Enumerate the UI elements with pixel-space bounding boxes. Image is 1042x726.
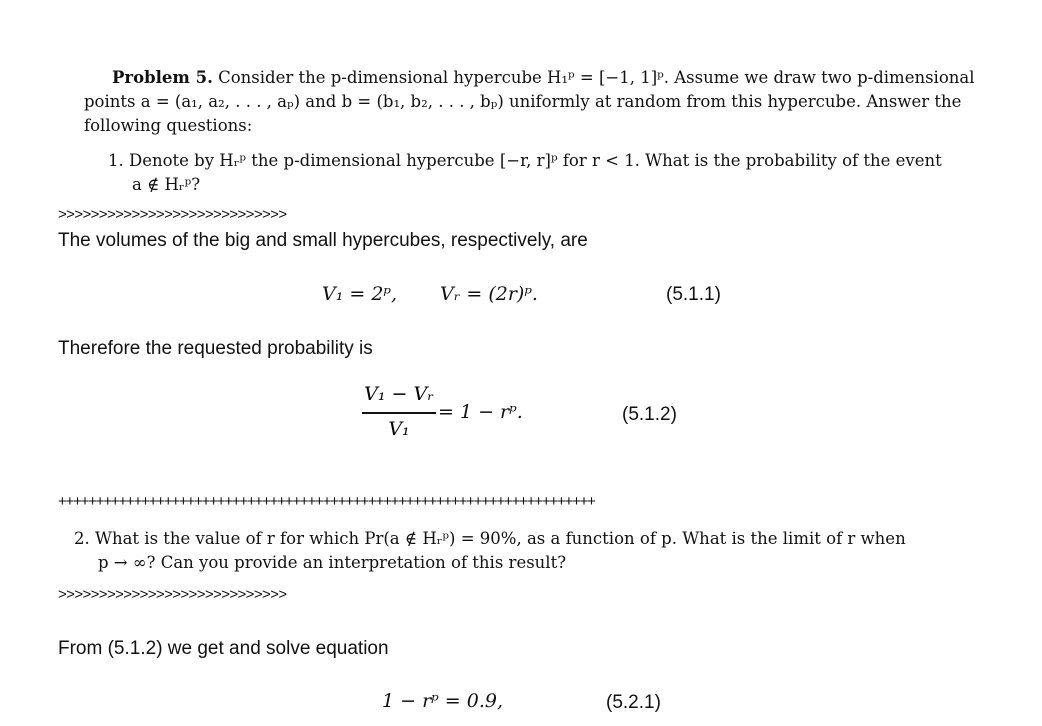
question-2-line-2: p → ∞? Can you provide an interpretation of this result? <box>98 553 567 572</box>
problem-paragraph <box>84 66 975 138</box>
equation-5-2-1: 1 − rᵖ = 0.9, <box>382 690 504 712</box>
equation-5-1-2-numerator: V₁ − Vᵣ <box>364 383 434 405</box>
equation-5-1-2-fraction-bar <box>362 412 436 414</box>
answer-1-text-2: Therefore the requested probability is <box>58 338 373 359</box>
question-2 <box>74 527 906 575</box>
question-1-line-2: a ∉ Hᵣᵖ? <box>132 175 201 194</box>
problem-heading: Problem 5. <box>112 68 213 87</box>
problem-line-1: Consider the p-dimensional hypercube H₁ᵖ = [−1, 1]ᵖ. Assume we draw two p-dimensional <box>218 68 975 87</box>
equation-5-1-2-denominator: V₁ <box>388 418 410 440</box>
question-1-line-1: 1. Denote by Hᵣᵖ the p-dimensional hypercube [−r, r]ᵖ for r < 1. What is the probability of the event <box>108 151 942 170</box>
equation-number-5-1-2: (5.1.2) <box>622 404 677 425</box>
equation-5-1-2-rhs: = 1 − rᵖ. <box>438 401 523 423</box>
question-2-line-1: 2. What is the value of r for which Pr(a ∉ Hᵣᵖ) = 90%, as a function of p. What is the limit of r when <box>74 529 906 548</box>
separator-plus: +++++++++++++++++++++++++++++++++++++++++++++++++++++++++++++++++++++++ <box>58 493 595 510</box>
question-1 <box>108 149 942 197</box>
equation-number-5-2-1: (5.2.1) <box>606 692 661 713</box>
answer-2-text-1: From (5.1.2) we get and solve equation <box>58 638 389 659</box>
separator-arrows-1: >>>>>>>>>>>>>>>>>>>>>>>>>>>> <box>58 206 287 223</box>
problem-line-2: points a = (a₁, a₂, . . . , aₚ) and b = (b₁, b₂, . . . , bₚ) uniformly at random from this hypercube. Answer the <box>84 92 962 111</box>
problem-line-3: following questions: <box>84 116 253 135</box>
equation-5-1-1-left: V₁ = 2ᵖ, <box>322 283 398 305</box>
equation-number-5-1-1: (5.1.1) <box>666 284 721 305</box>
equation-5-1-1-right: Vᵣ = (2r)ᵖ. <box>440 283 538 305</box>
answer-1-text-1: The volumes of the big and small hypercubes, respectively, are <box>58 230 588 251</box>
separator-arrows-2: >>>>>>>>>>>>>>>>>>>>>>>>>>>> <box>58 586 287 603</box>
